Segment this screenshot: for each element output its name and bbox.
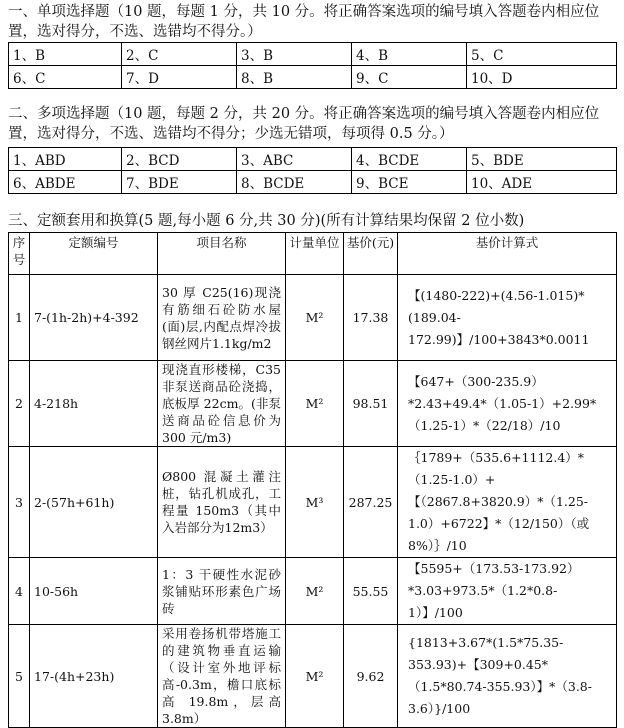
row-number: 4 xyxy=(9,558,30,625)
unit: M² xyxy=(286,275,344,361)
header-cell: 定额编号 xyxy=(30,233,158,275)
price-formula: 【647+（300-235.9）*2.43+49.4*（1.05-1）+2.99*（1.25-1）*（22/18）/10 xyxy=(398,361,617,447)
section2-title: 二、多项选择题（10 题，每题 2 分，共 20 分。将正确答案选项的编号填入答题卷内相应位置，选对得分，不选、选错均不得分；少选无错项，每项得 0.5 分。） xyxy=(8,106,600,142)
quota-code: 10-56h xyxy=(30,558,158,625)
answer-cell: 9、C xyxy=(352,66,467,89)
answer-cell: 5、C xyxy=(467,43,617,66)
answer-cell: 9、BCE xyxy=(352,171,467,194)
unit: M² xyxy=(286,361,344,447)
row-number: 1 xyxy=(9,275,30,361)
quota-code: 7-(1h-2h)+4-392 xyxy=(30,275,158,361)
answer-cell: 6、ABDE xyxy=(9,171,122,194)
section3-title: 三、定额套用和换算(5 题,每小题 6 分,共 30 分)(所有计算结果均保留 2 位小数) xyxy=(8,213,525,229)
table-row xyxy=(9,275,617,361)
unit: M² xyxy=(286,625,344,728)
unit: M² xyxy=(286,558,344,625)
price-formula: 【5595+（173.53-173.92）*3.03+973.5*（1.2*0.8-1）】/100 xyxy=(398,558,617,625)
quota-code: 2-(57h+61h) xyxy=(30,447,158,558)
row-number: 5 xyxy=(9,625,30,728)
answer-cell: 1、ABD xyxy=(9,148,122,171)
table-row xyxy=(9,558,617,625)
answer-cell: 3、ABC xyxy=(237,148,352,171)
answer-cell: 10、D xyxy=(467,66,617,89)
base-price: 55.55 xyxy=(344,558,398,625)
item-name: 采用卷扬机带塔施工的建筑物垂直运输（设计室外地评标高-0.3m，檐口底标高 19.8m，层高3.8m） xyxy=(158,625,286,728)
answer-cell: 7、D xyxy=(122,66,237,89)
answer-cell: 10、ADE xyxy=(467,171,617,194)
table-row xyxy=(9,171,617,194)
price-formula: {1813+3.67*(1.5*75.35-353.93)+【309+0.45*（1.5*80.74-355.93）】*（3.8-3.6）}/100 xyxy=(398,625,617,728)
header-cell: 项目名称 xyxy=(158,233,286,275)
answer-cell: 2、C xyxy=(122,43,237,66)
quota-calculation-table xyxy=(8,232,617,728)
price-formula: 【(1480-222)+(4.56-1.015)*(189.04-172.99)】/100+3843*0.0011 xyxy=(398,275,617,361)
base-price: 9.62 xyxy=(344,625,398,728)
item-name: 30 厚 C25(16)现浇有筋细石砼防水屋(面)层,内配点焊冷拔钢丝网片1.1kg/m2 xyxy=(158,275,286,361)
table-row xyxy=(9,43,617,66)
item-name: 1：3 干硬性水泥砂浆铺贴环形素色广场砖 xyxy=(158,558,286,625)
multi-choice-answer-table xyxy=(8,147,617,194)
quota-code: 17-(4h+23h) xyxy=(30,625,158,728)
row-number: 2 xyxy=(9,361,30,447)
base-price: 287.25 xyxy=(344,447,398,558)
single-choice-answer-table xyxy=(8,42,617,89)
header-cell: 序号 xyxy=(9,233,30,275)
answer-cell: 1、B xyxy=(9,43,122,66)
answer-cell: 8、BCDE xyxy=(237,171,352,194)
answer-cell: 3、B xyxy=(237,43,352,66)
item-name: 现浇直形楼梯，C35 非泵送商品砼浇捣，底板厚 22cm。(非泵送商品砼信息价为 300 元/m3) xyxy=(158,361,286,447)
answer-cell: 7、BDE xyxy=(122,171,237,194)
answer-cell: 2、BCD xyxy=(122,148,237,171)
answer-cell: 4、B xyxy=(352,43,467,66)
answer-cell: 6、C xyxy=(9,66,122,89)
price-formula: ｛1789+（535.6+1112.4）*（1.25-1.0）+【（2867.8+3820.9）*（1.25-1.0）+6722】*（12/150）（或8%）｝/10 xyxy=(398,447,617,558)
table-row xyxy=(9,148,617,171)
header-cell: 基价(元) xyxy=(344,233,398,275)
base-price: 17.38 xyxy=(344,275,398,361)
header-cell: 计量单位 xyxy=(286,233,344,275)
quota-code: 4-218h xyxy=(30,361,158,447)
table-row xyxy=(9,625,617,728)
section1-title: 一、单项选择题（10 题，每题 1 分，共 10 分。将正确答案选项的编号填入答题卷内相应位置，选对得分，不选、选错均不得分。） xyxy=(8,4,600,40)
answer-cell: 4、BCDE xyxy=(352,148,467,171)
table-header-row xyxy=(9,233,617,275)
header-cell: 基价计算式 xyxy=(398,233,617,275)
row-number: 3 xyxy=(9,447,30,558)
answer-cell: 8、B xyxy=(237,66,352,89)
base-price: 98.51 xyxy=(344,361,398,447)
table-row xyxy=(9,361,617,447)
table-row xyxy=(9,66,617,89)
table-row xyxy=(9,447,617,558)
item-name: Ø800 混凝土灌注桩，钻孔机成孔，工程量 150m3（其中入岩部分为12m3） xyxy=(158,447,286,558)
answer-cell: 5、BDE xyxy=(467,148,617,171)
unit: M³ xyxy=(286,447,344,558)
